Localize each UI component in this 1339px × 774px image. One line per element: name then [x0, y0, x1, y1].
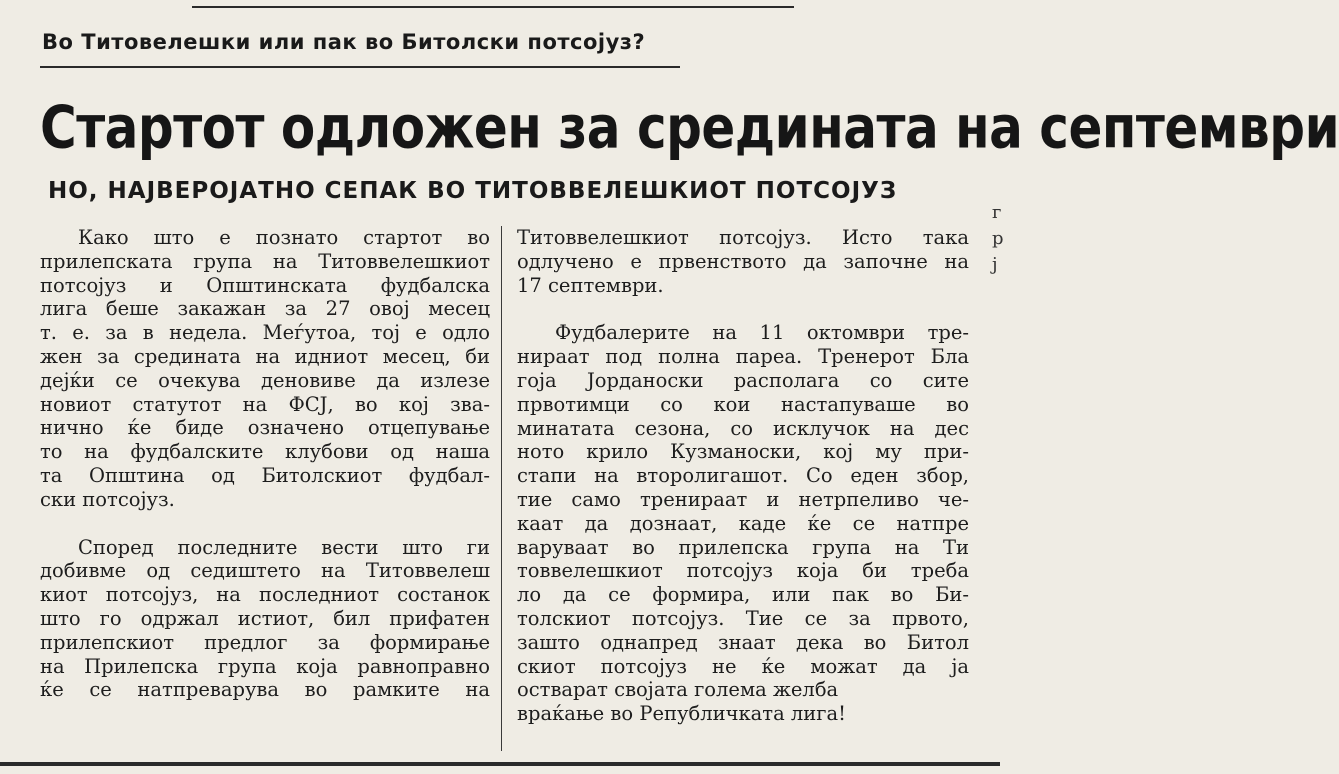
- text-line: гоја Јорданоски располага со сите: [517, 368, 969, 392]
- text-line: Фудбалерите на 11 октомври тре-: [555, 321, 969, 345]
- text-line: остварат својата голема желба: [517, 678, 839, 702]
- article-column-left: [40, 226, 490, 726]
- text-line: жен за средината на идниот месец, би: [40, 344, 490, 368]
- main-headline: Стартот одложен за средината на септември: [40, 93, 1339, 162]
- text-line: што го одржал истиот, бил прифатен: [40, 606, 490, 630]
- edge-glyph: ј: [992, 254, 998, 275]
- text-line: то на фудбалските клубови од наша: [40, 440, 490, 464]
- text-line: ло да се формира, или пак во Би-: [517, 583, 969, 607]
- top-rule: [192, 6, 794, 8]
- article-column-right: [517, 226, 969, 750]
- text-line: толскиот потсојуз. Тие се за првото,: [517, 606, 969, 630]
- edge-glyph: р: [992, 228, 1004, 249]
- kicker-underline: [40, 66, 680, 68]
- text-line: одлучено е првенството да започне на: [517, 249, 969, 273]
- paragraph: [517, 226, 969, 297]
- text-line: 17 септември.: [517, 273, 664, 297]
- text-line: тие само тренираат и нетрпеливо че-: [517, 487, 969, 511]
- paragraph: [517, 321, 969, 726]
- text-line: враќање во Републичката лига!: [517, 702, 846, 726]
- text-line: ќе се натпреварува во рамките на: [40, 678, 490, 702]
- text-line: лига беше закажан за 27 овој месец: [40, 297, 490, 321]
- bottom-rule: [0, 762, 1000, 766]
- text-line: минатата сезона, со исклучок на дес: [517, 416, 969, 440]
- text-line: потсојуз и Општинската фудбалска: [40, 273, 490, 297]
- paragraph: [40, 226, 490, 512]
- text-line: ното крило Кузманоски, кој му при-: [517, 440, 969, 464]
- text-line: т. е. за в недела. Меѓутоа, тој е одло: [40, 321, 490, 345]
- text-line: Како што е познато стартот во: [78, 226, 490, 249]
- paragraph: [40, 536, 490, 703]
- text-line: добивме од седиштето на Титоввелеш: [40, 559, 490, 583]
- text-line: зашто однапред знаат дека во Битол: [517, 630, 969, 654]
- text-line: на Прилепска група која равноправно: [40, 654, 490, 678]
- text-line: киот потсојуз, на последниот состанок: [40, 583, 490, 607]
- text-line: ски потсојуз.: [40, 487, 175, 511]
- text-line: каат да дознаат, каде ќе се натпре: [517, 511, 969, 535]
- text-line: првотимци со кои настапуваше во: [517, 392, 969, 416]
- text-line: товвелешкиот потсојуз која би треба: [517, 559, 969, 583]
- text-line: нично ќе биде означено отцепување: [40, 416, 490, 440]
- text-line: стапи на второлигашот. Со еден збор,: [517, 464, 969, 488]
- text-line: дејќи се очекува деновиве да излезе: [40, 368, 490, 392]
- text-line: Титоввелешкиот потсојуз. Исто така: [517, 226, 969, 249]
- text-line: та Општина од Битолскиот фудбал-: [40, 463, 490, 487]
- column-divider: [501, 226, 502, 751]
- text-line: Според последните вести што ги: [78, 535, 490, 559]
- text-line: варуваат во прилепска група на Ти: [517, 535, 969, 559]
- edge-glyph: г: [992, 202, 1002, 223]
- text-line: нираат под полна пареа. Тренерот Бла: [517, 345, 969, 369]
- adjacent-article-edge: [992, 200, 1004, 278]
- subheadline: НО, НАЈВЕРОЈАТНО СЕПАК ВО ТИТОВВЕЛЕШКИОТ ПОТСОЈУЗ: [48, 178, 898, 204]
- text-line: скиот потсојуз не ќе можат да ја: [517, 654, 969, 678]
- text-line: прилепскиот предлог за формирање: [40, 630, 490, 654]
- text-line: новиот статутот на ФСЈ, во кој зва-: [40, 392, 490, 416]
- text-line: прилепската група на Титоввелешкиот: [40, 249, 490, 273]
- kicker-headline: Во Титовелешки или пак во Битолски потсојуз?: [42, 30, 646, 54]
